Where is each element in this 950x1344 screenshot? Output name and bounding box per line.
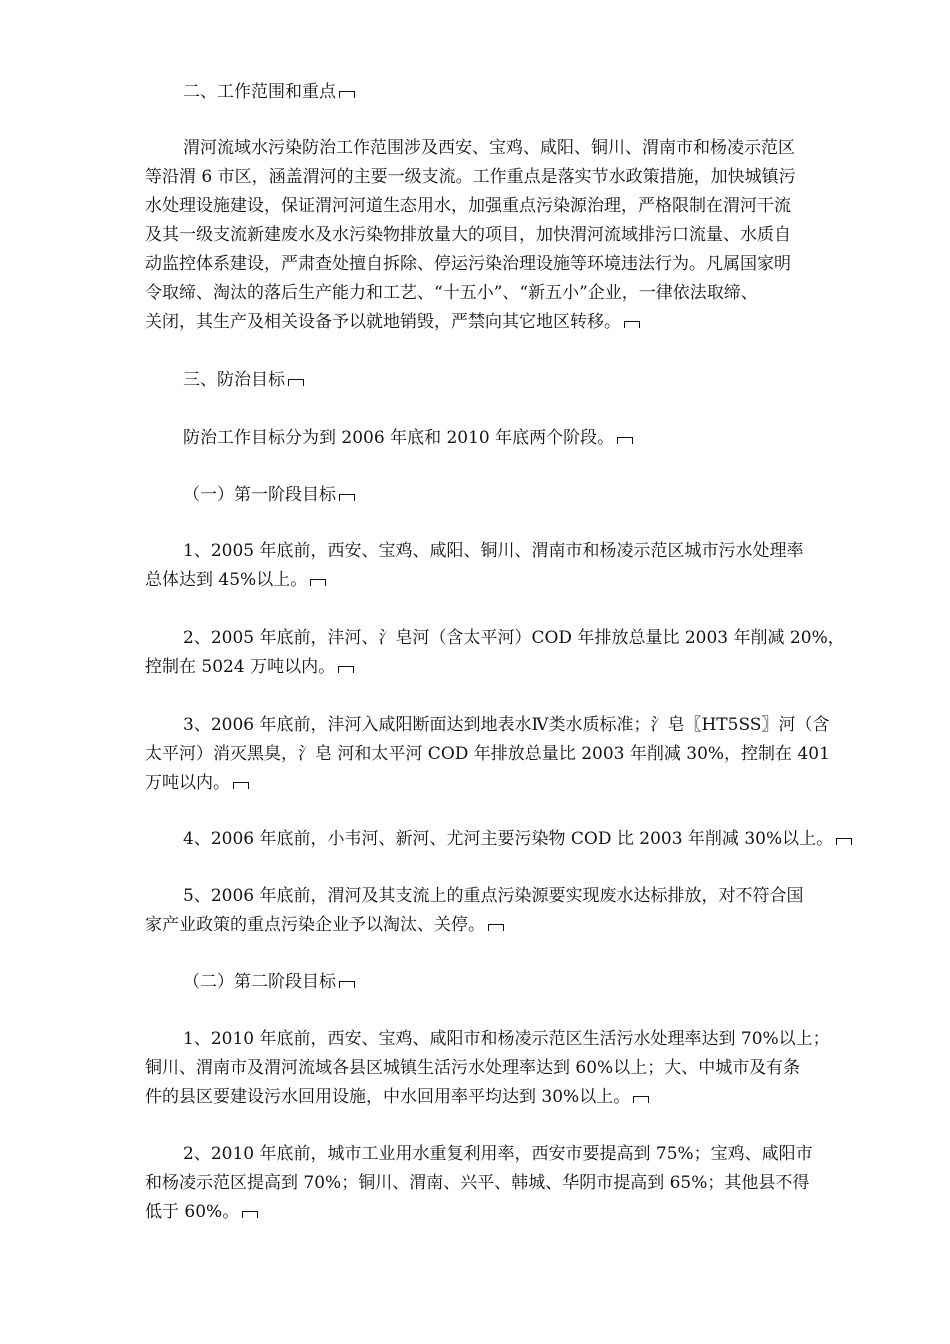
- paragraph-mark-icon: [339, 981, 355, 988]
- text-line: 动监控体系建设，严肃查处擅自拆除、停运污染治理设施等环境违法行为。凡属国家明: [145, 254, 791, 274]
- list-item-stage-2-1: [145, 1025, 863, 1112]
- text-line: 万吨以内。: [145, 773, 230, 793]
- heading-text: （二）第二阶段目标: [183, 972, 336, 992]
- paragraph-mark-icon: [310, 579, 326, 586]
- text-line: 总体达到 45%以上。: [145, 570, 308, 590]
- paragraph-mark-icon: [617, 437, 633, 444]
- list-item-stage-1-4: [145, 825, 863, 854]
- paragraph-mark-icon: [633, 1096, 649, 1103]
- paragraph-mark-icon: [339, 494, 355, 501]
- text-line: 件的县区要建设污水回用设施，中水回用率平均达到 30%以上。: [145, 1087, 631, 1107]
- text-line: 家产业政策的重点污染企业予以淘汰、关停。: [145, 915, 485, 935]
- heading-text: 二、工作范围和重点: [183, 82, 336, 102]
- heading-text: （一）第一阶段目标: [183, 485, 336, 505]
- text-line: 1、2005 年底前，西安、宝鸡、咸阳、铜川、渭南市和杨凌示范区城市污水处理率: [183, 541, 804, 561]
- text-line: 渭河流域水污染防治工作范围涉及西安、宝鸡、咸阳、铜川、渭南市和杨凌示范区: [183, 138, 795, 158]
- section-heading-scope: [145, 78, 863, 107]
- list-item-stage-1-2: [145, 624, 863, 682]
- text-line: 关闭，其生产及相关设备予以就地销毁，严禁向其它地区转移。: [145, 312, 621, 332]
- paragraph-scope: [145, 134, 863, 337]
- text-line: 和杨凌示范区提高到 70%；铜川、渭南、兴平、韩城、华阴市提高到 65%；其他县不得: [145, 1173, 810, 1193]
- section-heading-targets: [145, 366, 863, 395]
- subheading-stage-2: [145, 968, 863, 997]
- text-line: 5、2006 年底前，渭河及其支流上的重点污染源要实现废水达标排放，对不符合国: [183, 886, 804, 906]
- paragraph-mark-icon: [338, 666, 354, 673]
- list-item-stage-2-2: [145, 1140, 863, 1227]
- paragraph-mark-icon: [836, 838, 852, 845]
- text-line: 铜川、渭南市及渭河流域各县区城镇生活污水处理率达到 60%以上；大、中城市及有条: [145, 1058, 801, 1078]
- text-line: 令取缔、淘汰的落后生产能力和工艺、“十五小”、“新五小”企业，一律依法取缔、: [145, 283, 758, 303]
- text-line: 水处理设施建设，保证渭河河道生态用水，加强重点污染源治理，严格限制在渭河干流: [145, 196, 791, 216]
- text-line: 2、2005 年底前，沣河、氵皂河（含太平河）COD 年排放总量比 2003 年削减 20%，: [183, 628, 845, 648]
- text-line: 控制在 5024 万吨以内。: [145, 657, 336, 677]
- paragraph-mark-icon: [624, 321, 640, 328]
- text-line: 太平河）消灭黑臭，氵皂 河和太平河 COD 年排放总量比 2003 年削减 30%，控制在 401: [145, 744, 830, 764]
- list-item-stage-1-5: [145, 882, 863, 940]
- text-line: 2、2010 年底前，城市工业用水重复利用率，西安市要提高到 75%；宝鸡、咸阳市: [183, 1144, 813, 1164]
- subheading-stage-1: [145, 481, 863, 510]
- paragraph-mark-icon: [339, 91, 355, 98]
- text-line: 4、2006 年底前，小韦河、新河、尤河主要污染物 COD 比 2003 年削减 30%以上。: [183, 829, 834, 849]
- text-line: 3、2006 年底前，沣河入咸阳断面达到地表水Ⅳ类水质标准；氵皂〖HT5SS〗河（含: [183, 715, 830, 735]
- heading-text: 三、防治目标: [183, 370, 285, 390]
- text-line: 防治工作目标分为到 2006 年底和 2010 年底两个阶段。: [183, 428, 615, 448]
- paragraph-target-intro: [145, 424, 863, 453]
- paragraph-mark-icon: [488, 924, 504, 931]
- list-item-stage-1-3: [145, 711, 863, 798]
- list-item-stage-1-1: [145, 537, 863, 595]
- text-line: 等沿渭 6 市区，涵盖渭河的主要一级支流。工作重点是落实节水政策措施，加快城镇污: [145, 167, 796, 187]
- paragraph-mark-icon: [233, 782, 249, 789]
- text-line: 1、2010 年底前，西安、宝鸡、咸阳市和杨凌示范区生活污水处理率达到 70%以上；: [183, 1029, 830, 1049]
- text-line: 及其一级支流新建废水及水污染物排放量大的项目，加快渭河流域排污口流量、水质自: [145, 225, 791, 245]
- paragraph-mark-icon: [288, 379, 304, 386]
- text-line: 低于 60%。: [145, 1202, 240, 1222]
- paragraph-mark-icon: [242, 1211, 258, 1218]
